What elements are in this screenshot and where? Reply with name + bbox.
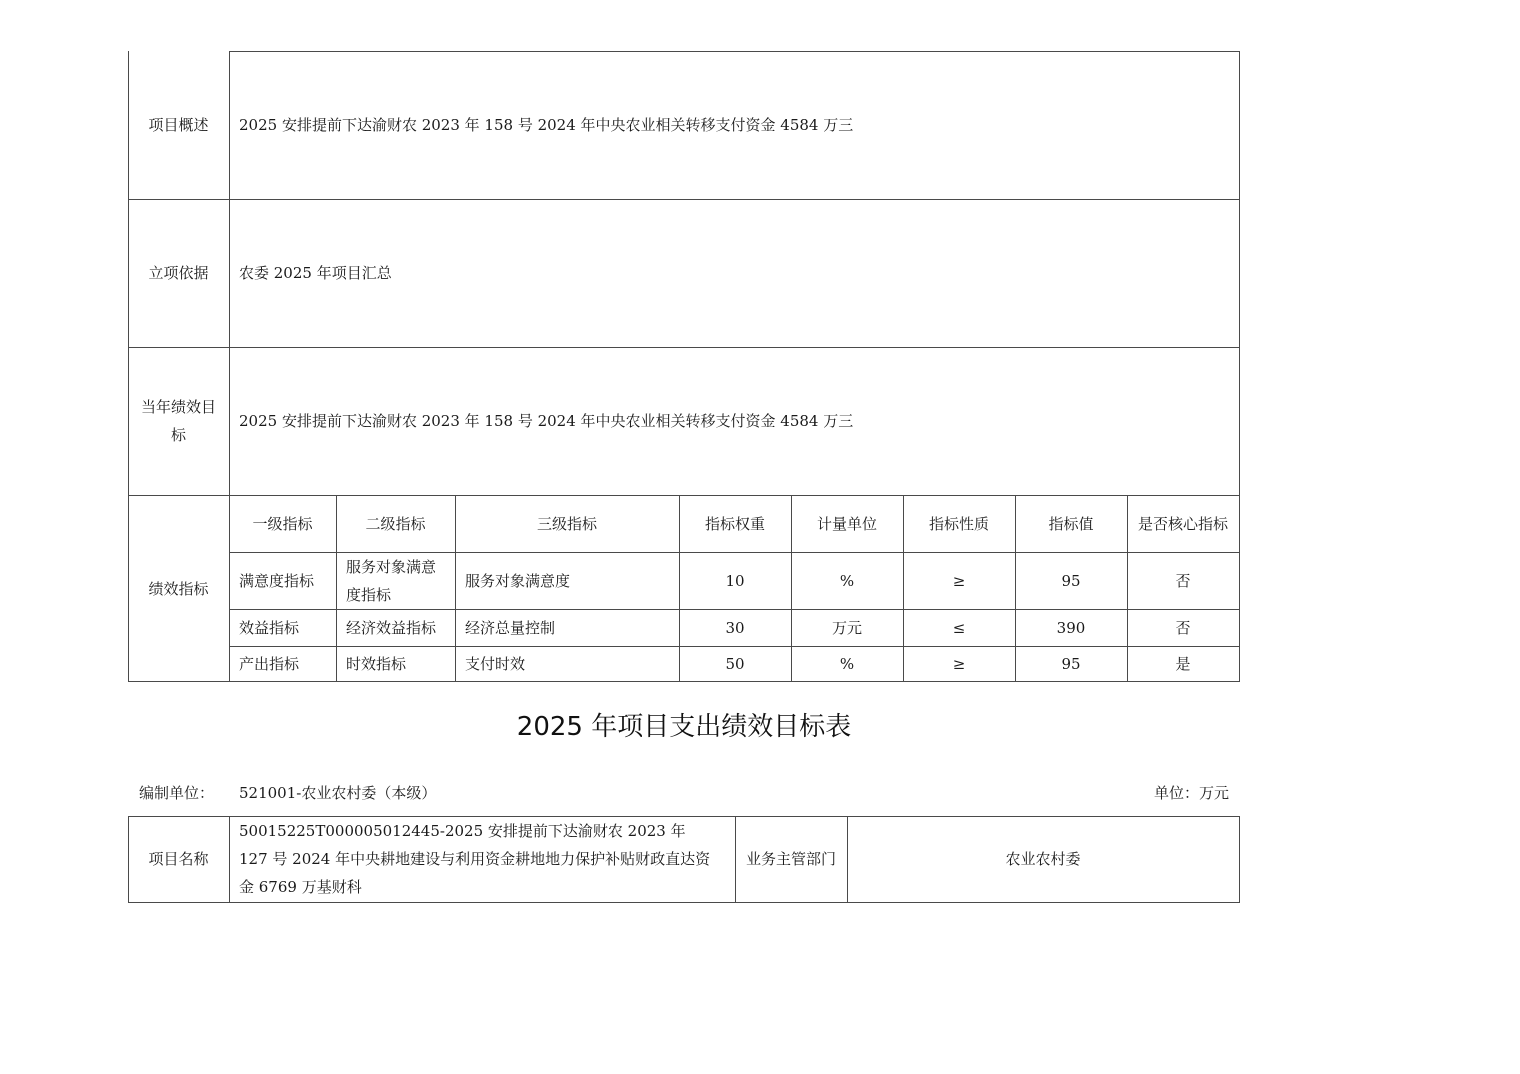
annual-goal-value: 2025 安排提前下达渝财农 2023 年 158 号 2024 年中央农业相关转移支付资金 4584 万三 bbox=[239, 412, 854, 430]
cell-level1: 产出指标 bbox=[239, 654, 300, 673]
currency-unit: 单位：万元 bbox=[1153, 784, 1229, 802]
cell-value: 95 bbox=[1061, 571, 1081, 590]
header-weight: 指标权重 bbox=[704, 514, 765, 533]
header-unit: 计量单位 bbox=[816, 514, 877, 533]
cell-core: 是 bbox=[1175, 654, 1191, 673]
project-name-label: 项目名称 bbox=[148, 850, 209, 868]
cell-core: 否 bbox=[1175, 618, 1191, 637]
cell-level2: 时效指标 bbox=[346, 654, 407, 673]
cell-weight: 30 bbox=[725, 618, 745, 637]
header-nature: 指标性质 bbox=[928, 514, 989, 533]
cell-level3: 支付时效 bbox=[465, 654, 526, 673]
project-name-value: 50015225T000005012445-2025 安排提前下达渝财农 2023 年 127 号 2024 年中央耕地建设与利用资金耕地地力保护补贴财政直达资金 6769 万基财科 bbox=[239, 822, 711, 896]
overview-label: 项目概述 bbox=[148, 116, 209, 134]
overview-value: 2025 安排提前下达渝财农 2023 年 158 号 2024 年中央农业相关转移支付资金 4584 万三 bbox=[239, 116, 854, 134]
basis-label: 立项依据 bbox=[148, 264, 209, 282]
annual-goal-label: 当年绩效目标 bbox=[140, 398, 216, 444]
dept-label: 业务主管部门 bbox=[745, 850, 836, 868]
header-level3: 三级指标 bbox=[536, 514, 597, 533]
cell-weight: 50 bbox=[725, 654, 745, 673]
cell-nature: ≥ bbox=[952, 654, 966, 673]
cell-value: 390 bbox=[1056, 618, 1086, 637]
page-title: 2025 年项目支出绩效目标表 bbox=[516, 712, 852, 742]
cell-value: 95 bbox=[1061, 654, 1081, 673]
cell-level3: 服务对象满意度 bbox=[465, 571, 571, 590]
cell-level2: 服务对象满意度指标 bbox=[346, 557, 437, 604]
compiler-unit-value: 521001-农业农村委（本级） bbox=[239, 784, 437, 802]
header-core: 是否核心指标 bbox=[1137, 514, 1228, 533]
cell-level1: 效益指标 bbox=[239, 618, 300, 637]
perf-indicators-label: 绩效指标 bbox=[148, 579, 209, 598]
header-level2: 二级指标 bbox=[365, 514, 426, 533]
header-value: 指标值 bbox=[1048, 514, 1094, 533]
cell-level2: 经济效益指标 bbox=[346, 618, 437, 637]
header-level1: 一级指标 bbox=[252, 514, 313, 533]
basis-value: 农委 2025 年项目汇总 bbox=[239, 264, 392, 282]
cell-level3: 经济总量控制 bbox=[465, 618, 556, 637]
cell-unit: % bbox=[839, 571, 855, 590]
dept-value: 农业农村委 bbox=[1005, 850, 1081, 868]
cell-weight: 10 bbox=[725, 571, 745, 590]
cell-level1: 满意度指标 bbox=[239, 571, 315, 590]
compiler-unit-label: 编制单位： bbox=[139, 784, 215, 802]
cell-unit: 万元 bbox=[831, 618, 862, 637]
cell-nature: ≥ bbox=[952, 571, 966, 590]
cell-unit: % bbox=[839, 654, 855, 673]
cell-core: 否 bbox=[1175, 571, 1191, 590]
cell-nature: ≤ bbox=[952, 618, 966, 637]
